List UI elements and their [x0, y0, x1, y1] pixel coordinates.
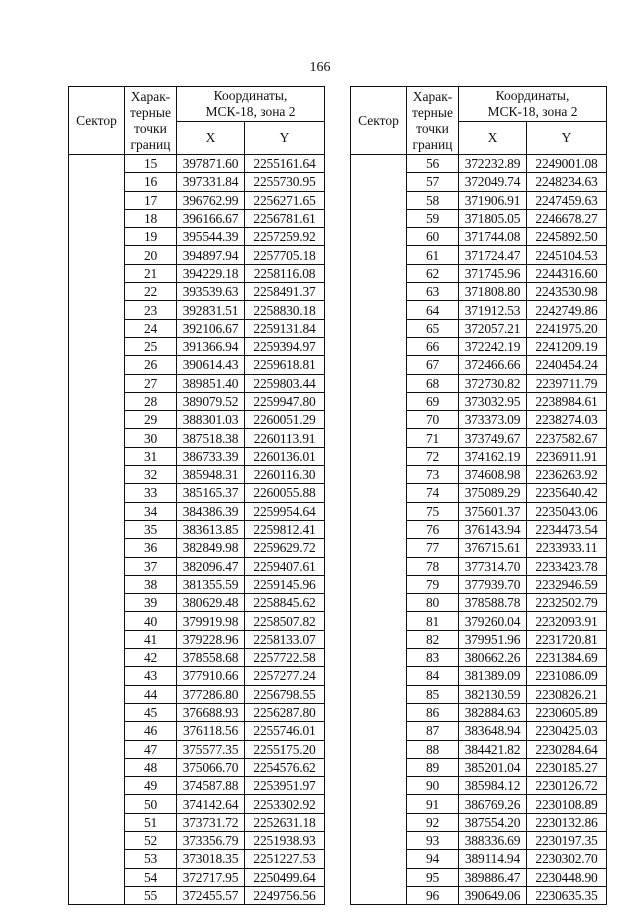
x-coordinate-cell: 373749.67: [459, 429, 527, 447]
point-number-cell: 40: [125, 612, 177, 630]
y-coordinate-cell: 2241975.20: [527, 319, 607, 337]
y-coordinate-cell: 2248234.63: [527, 173, 607, 191]
y-coordinate-cell: 2259394.97: [245, 337, 325, 355]
y-coordinate-cell: 2246678.27: [527, 209, 607, 227]
y-coordinate-cell: 2232093.91: [527, 612, 607, 630]
x-coordinate-cell: 394229.18: [177, 264, 245, 282]
x-header: X: [459, 122, 527, 155]
point-number-cell: 72: [407, 447, 459, 465]
x-coordinate-cell: 385948.31: [177, 466, 245, 484]
y-coordinate-cell: 2259803.44: [245, 374, 325, 392]
y-header: Y: [527, 122, 607, 155]
x-coordinate-cell: 374162.19: [459, 447, 527, 465]
y-coordinate-cell: 2252631.18: [245, 813, 325, 831]
point-number-cell: 20: [125, 246, 177, 264]
x-coordinate-cell: 372049.74: [459, 173, 527, 191]
point-number-cell: 85: [407, 685, 459, 703]
point-number-cell: 36: [125, 539, 177, 557]
x-coordinate-cell: 385984.12: [459, 777, 527, 795]
x-coordinate-cell: 376688.93: [177, 703, 245, 721]
y-coordinate-cell: 2260055.88: [245, 484, 325, 502]
point-number-cell: 44: [125, 685, 177, 703]
point-number-cell: 24: [125, 319, 177, 337]
x-coordinate-cell: 371745.96: [459, 264, 527, 282]
y-coordinate-cell: 2258845.62: [245, 594, 325, 612]
y-coordinate-cell: 2230302.70: [527, 850, 607, 868]
x-coordinate-cell: 377314.70: [459, 557, 527, 575]
x-coordinate-cell: 382096.47: [177, 557, 245, 575]
point-number-cell: 25: [125, 337, 177, 355]
point-number-cell: 70: [407, 411, 459, 429]
y-coordinate-cell: 2239711.79: [527, 374, 607, 392]
y-coordinate-cell: 2257705.18: [245, 246, 325, 264]
point-number-cell: 15: [125, 155, 177, 173]
point-number-cell: 50: [125, 795, 177, 813]
point-number-cell: 58: [407, 191, 459, 209]
point-number-cell: 82: [407, 630, 459, 648]
point-number-cell: 64: [407, 301, 459, 319]
point-number-cell: 34: [125, 502, 177, 520]
point-number-cell: 30: [125, 429, 177, 447]
x-coordinate-cell: 379919.98: [177, 612, 245, 630]
x-coordinate-cell: 381355.59: [177, 575, 245, 593]
y-coordinate-cell: 2233423.78: [527, 557, 607, 575]
y-coordinate-cell: 2251938.93: [245, 831, 325, 849]
y-coordinate-cell: 2230826.21: [527, 685, 607, 703]
x-coordinate-cell: 375089.29: [459, 484, 527, 502]
point-number-cell: 90: [407, 777, 459, 795]
x-header: X: [177, 122, 245, 155]
table-row: [69, 155, 325, 173]
point-number-cell: 41: [125, 630, 177, 648]
table-row: [351, 155, 607, 173]
point-number-cell: 31: [125, 447, 177, 465]
y-coordinate-cell: 2259407.61: [245, 557, 325, 575]
point-number-cell: 37: [125, 557, 177, 575]
x-coordinate-cell: 377910.66: [177, 667, 245, 685]
x-coordinate-cell: 372466.66: [459, 356, 527, 374]
point-number-cell: 67: [407, 356, 459, 374]
point-number-cell: 28: [125, 392, 177, 410]
y-coordinate-cell: 2231384.69: [527, 649, 607, 667]
y-coordinate-cell: 2249001.08: [527, 155, 607, 173]
x-coordinate-cell: 389114.94: [459, 850, 527, 868]
point-number-cell: 62: [407, 264, 459, 282]
y-coordinate-cell: 2260051.29: [245, 411, 325, 429]
y-coordinate-cell: 2257259.92: [245, 228, 325, 246]
point-number-cell: 56: [407, 155, 459, 173]
x-coordinate-cell: 371744.08: [459, 228, 527, 246]
x-coordinate-cell: 392831.51: [177, 301, 245, 319]
point-number-cell: 48: [125, 758, 177, 776]
point-number-cell: 38: [125, 575, 177, 593]
point-number-cell: 93: [407, 831, 459, 849]
x-coordinate-cell: 389079.52: [177, 392, 245, 410]
point-number-cell: 96: [407, 886, 459, 904]
x-coordinate-cell: 373356.79: [177, 831, 245, 849]
y-coordinate-cell: 2258133.07: [245, 630, 325, 648]
y-coordinate-cell: 2256798.55: [245, 685, 325, 703]
x-coordinate-cell: 372057.21: [459, 319, 527, 337]
y-coordinate-cell: 2258830.18: [245, 301, 325, 319]
y-coordinate-cell: 2260116.30: [245, 466, 325, 484]
x-coordinate-cell: 374142.64: [177, 795, 245, 813]
y-coordinate-cell: 2230185.27: [527, 758, 607, 776]
x-coordinate-cell: 390649.06: [459, 886, 527, 904]
x-coordinate-cell: 371912.53: [459, 301, 527, 319]
point-number-cell: 49: [125, 777, 177, 795]
y-coordinate-cell: 2259954.64: [245, 502, 325, 520]
point-number-cell: 76: [407, 520, 459, 538]
points-header: Харак- терные точки границ: [125, 87, 177, 155]
x-coordinate-cell: 372455.57: [177, 886, 245, 904]
y-coordinate-cell: 2259947.80: [245, 392, 325, 410]
point-number-cell: 35: [125, 520, 177, 538]
x-coordinate-cell: 380629.48: [177, 594, 245, 612]
y-coordinate-cell: 2257722.58: [245, 649, 325, 667]
y-coordinate-cell: 2231086.09: [527, 667, 607, 685]
point-number-cell: 52: [125, 831, 177, 849]
y-coordinate-cell: 2244316.60: [527, 264, 607, 282]
x-coordinate-cell: 396762.99: [177, 191, 245, 209]
point-number-cell: 39: [125, 594, 177, 612]
y-coordinate-cell: 2253951.97: [245, 777, 325, 795]
x-coordinate-cell: 373032.95: [459, 392, 527, 410]
point-number-cell: 47: [125, 740, 177, 758]
y-coordinate-cell: 2258507.82: [245, 612, 325, 630]
x-coordinate-cell: 390614.43: [177, 356, 245, 374]
y-coordinate-cell: 2236911.91: [527, 447, 607, 465]
y-coordinate-cell: 2230126.72: [527, 777, 607, 795]
point-number-cell: 89: [407, 758, 459, 776]
y-coordinate-cell: 2243530.98: [527, 283, 607, 301]
x-coordinate-cell: 384421.82: [459, 740, 527, 758]
y-coordinate-cell: 2245104.53: [527, 246, 607, 264]
y-coordinate-cell: 2240454.24: [527, 356, 607, 374]
point-number-cell: 63: [407, 283, 459, 301]
x-coordinate-cell: 386769.26: [459, 795, 527, 813]
y-coordinate-cell: 2230425.03: [527, 722, 607, 740]
point-number-cell: 43: [125, 667, 177, 685]
point-number-cell: 16: [125, 173, 177, 191]
x-coordinate-cell: 385201.04: [459, 758, 527, 776]
y-coordinate-cell: 2233933.11: [527, 539, 607, 557]
y-coordinate-cell: 2256287.80: [245, 703, 325, 721]
y-coordinate-cell: 2230605.89: [527, 703, 607, 721]
y-coordinate-cell: 2235640.42: [527, 484, 607, 502]
x-coordinate-cell: 373018.35: [177, 850, 245, 868]
x-coordinate-cell: 376715.61: [459, 539, 527, 557]
x-coordinate-cell: 386733.39: [177, 447, 245, 465]
x-coordinate-cell: 379260.04: [459, 612, 527, 630]
point-number-cell: 95: [407, 868, 459, 886]
point-number-cell: 83: [407, 649, 459, 667]
x-coordinate-cell: 372232.89: [459, 155, 527, 173]
x-coordinate-cell: 371906.91: [459, 191, 527, 209]
y-coordinate-cell: 2235043.06: [527, 502, 607, 520]
y-coordinate-cell: 2238274.03: [527, 411, 607, 429]
x-coordinate-cell: 382849.98: [177, 539, 245, 557]
x-coordinate-cell: 393539.63: [177, 283, 245, 301]
y-coordinate-cell: 2255175.20: [245, 740, 325, 758]
point-number-cell: 59: [407, 209, 459, 227]
x-coordinate-cell: 394897.94: [177, 246, 245, 264]
x-coordinate-cell: 378558.68: [177, 649, 245, 667]
x-coordinate-cell: 384386.39: [177, 502, 245, 520]
y-header: Y: [245, 122, 325, 155]
y-coordinate-cell: 2257277.24: [245, 667, 325, 685]
x-coordinate-cell: 391366.94: [177, 337, 245, 355]
point-number-cell: 61: [407, 246, 459, 264]
point-number-cell: 81: [407, 612, 459, 630]
x-coordinate-cell: 382884.63: [459, 703, 527, 721]
point-number-cell: 54: [125, 868, 177, 886]
point-number-cell: 23: [125, 301, 177, 319]
y-coordinate-cell: 2241209.19: [527, 337, 607, 355]
x-coordinate-cell: 372242.19: [459, 337, 527, 355]
coordinates-header: Координаты, МСК-18, зона 2: [459, 87, 607, 122]
point-number-cell: 69: [407, 392, 459, 410]
x-coordinate-cell: 373731.72: [177, 813, 245, 831]
point-number-cell: 46: [125, 722, 177, 740]
point-number-cell: 26: [125, 356, 177, 374]
y-coordinate-cell: 2260113.91: [245, 429, 325, 447]
y-coordinate-cell: 2250499.64: [245, 868, 325, 886]
y-coordinate-cell: 2230132.86: [527, 813, 607, 831]
x-coordinate-cell: 392106.67: [177, 319, 245, 337]
x-coordinate-cell: 371808.80: [459, 283, 527, 301]
x-coordinate-cell: 388336.69: [459, 831, 527, 849]
point-number-cell: 79: [407, 575, 459, 593]
point-number-cell: 42: [125, 649, 177, 667]
y-coordinate-cell: 2237582.67: [527, 429, 607, 447]
x-coordinate-cell: 387518.38: [177, 429, 245, 447]
x-coordinate-cell: 383613.85: [177, 520, 245, 538]
y-coordinate-cell: 2259812.41: [245, 520, 325, 538]
point-number-cell: 57: [407, 173, 459, 191]
point-number-cell: 77: [407, 539, 459, 557]
x-coordinate-cell: 375601.37: [459, 502, 527, 520]
x-coordinate-cell: 376143.94: [459, 520, 527, 538]
x-coordinate-cell: 389886.47: [459, 868, 527, 886]
y-coordinate-cell: 2232946.59: [527, 575, 607, 593]
x-coordinate-cell: 376118.56: [177, 722, 245, 740]
y-coordinate-cell: 2260136.01: [245, 447, 325, 465]
x-coordinate-cell: 385165.37: [177, 484, 245, 502]
x-coordinate-cell: 397331.84: [177, 173, 245, 191]
point-number-cell: 66: [407, 337, 459, 355]
point-number-cell: 29: [125, 411, 177, 429]
x-coordinate-cell: 377286.80: [177, 685, 245, 703]
page-number: 166: [309, 60, 331, 75]
x-coordinate-cell: 372717.95: [177, 868, 245, 886]
x-coordinate-cell: 372730.82: [459, 374, 527, 392]
point-number-cell: 60: [407, 228, 459, 246]
y-coordinate-cell: 2232502.79: [527, 594, 607, 612]
y-coordinate-cell: 2256781.61: [245, 209, 325, 227]
y-coordinate-cell: 2242749.86: [527, 301, 607, 319]
x-coordinate-cell: 395544.39: [177, 228, 245, 246]
point-number-cell: 92: [407, 813, 459, 831]
y-coordinate-cell: 2251227.53: [245, 850, 325, 868]
point-number-cell: 74: [407, 484, 459, 502]
x-coordinate-cell: 387554.20: [459, 813, 527, 831]
x-coordinate-cell: 383648.94: [459, 722, 527, 740]
x-coordinate-cell: 397871.60: [177, 155, 245, 173]
x-coordinate-cell: 396166.67: [177, 209, 245, 227]
point-number-cell: 65: [407, 319, 459, 337]
y-coordinate-cell: 2238984.61: [527, 392, 607, 410]
sector-cell: [69, 155, 125, 905]
y-coordinate-cell: 2258491.37: [245, 283, 325, 301]
x-coordinate-cell: 388301.03: [177, 411, 245, 429]
y-coordinate-cell: 2253302.92: [245, 795, 325, 813]
y-coordinate-cell: 2259629.72: [245, 539, 325, 557]
point-number-cell: 88: [407, 740, 459, 758]
x-coordinate-cell: 375066.70: [177, 758, 245, 776]
x-coordinate-cell: 377939.70: [459, 575, 527, 593]
coordinates-table-right: [350, 86, 607, 905]
points-header: Харак- терные точки границ: [407, 87, 459, 155]
point-number-cell: 84: [407, 667, 459, 685]
y-coordinate-cell: 2255746.01: [245, 722, 325, 740]
point-number-cell: 55: [125, 886, 177, 904]
sector-header: Сектор: [351, 87, 407, 155]
y-coordinate-cell: 2255730.95: [245, 173, 325, 191]
sector-cell: [351, 155, 407, 905]
x-coordinate-cell: 378588.78: [459, 594, 527, 612]
point-number-cell: 33: [125, 484, 177, 502]
y-coordinate-cell: 2230284.64: [527, 740, 607, 758]
y-coordinate-cell: 2259618.81: [245, 356, 325, 374]
point-number-cell: 75: [407, 502, 459, 520]
x-coordinate-cell: 373373.09: [459, 411, 527, 429]
y-coordinate-cell: 2236263.92: [527, 466, 607, 484]
x-coordinate-cell: 371724.47: [459, 246, 527, 264]
sector-header: Сектор: [69, 87, 125, 155]
y-coordinate-cell: 2230108.89: [527, 795, 607, 813]
y-coordinate-cell: 2230448.90: [527, 868, 607, 886]
point-number-cell: 68: [407, 374, 459, 392]
x-coordinate-cell: 374587.88: [177, 777, 245, 795]
point-number-cell: 17: [125, 191, 177, 209]
point-number-cell: 73: [407, 466, 459, 484]
point-number-cell: 27: [125, 374, 177, 392]
x-coordinate-cell: 380662.26: [459, 649, 527, 667]
y-coordinate-cell: 2231720.81: [527, 630, 607, 648]
y-coordinate-cell: 2245892.50: [527, 228, 607, 246]
point-number-cell: 18: [125, 209, 177, 227]
x-coordinate-cell: 375577.35: [177, 740, 245, 758]
y-coordinate-cell: 2256271.65: [245, 191, 325, 209]
point-number-cell: 71: [407, 429, 459, 447]
point-number-cell: 86: [407, 703, 459, 721]
y-coordinate-cell: 2255161.64: [245, 155, 325, 173]
y-coordinate-cell: 2230197.35: [527, 831, 607, 849]
point-number-cell: 51: [125, 813, 177, 831]
x-coordinate-cell: 379951.96: [459, 630, 527, 648]
point-number-cell: 45: [125, 703, 177, 721]
point-number-cell: 94: [407, 850, 459, 868]
point-number-cell: 87: [407, 722, 459, 740]
y-coordinate-cell: 2230635.35: [527, 886, 607, 904]
coordinates-header: Координаты, МСК-18, зона 2: [177, 87, 325, 122]
x-coordinate-cell: 374608.98: [459, 466, 527, 484]
y-coordinate-cell: 2258116.08: [245, 264, 325, 282]
x-coordinate-cell: 381389.09: [459, 667, 527, 685]
x-coordinate-cell: 371805.05: [459, 209, 527, 227]
y-coordinate-cell: 2249756.56: [245, 886, 325, 904]
y-coordinate-cell: 2247459.63: [527, 191, 607, 209]
point-number-cell: 53: [125, 850, 177, 868]
y-coordinate-cell: 2259145.96: [245, 575, 325, 593]
point-number-cell: 19: [125, 228, 177, 246]
x-coordinate-cell: 379228.96: [177, 630, 245, 648]
y-coordinate-cell: 2254576.62: [245, 758, 325, 776]
point-number-cell: 78: [407, 557, 459, 575]
point-number-cell: 32: [125, 466, 177, 484]
point-number-cell: 80: [407, 594, 459, 612]
x-coordinate-cell: 382130.59: [459, 685, 527, 703]
x-coordinate-cell: 389851.40: [177, 374, 245, 392]
point-number-cell: 22: [125, 283, 177, 301]
point-number-cell: 21: [125, 264, 177, 282]
y-coordinate-cell: 2234473.54: [527, 520, 607, 538]
point-number-cell: 91: [407, 795, 459, 813]
coordinates-table-left: [68, 86, 325, 905]
y-coordinate-cell: 2259131.84: [245, 319, 325, 337]
